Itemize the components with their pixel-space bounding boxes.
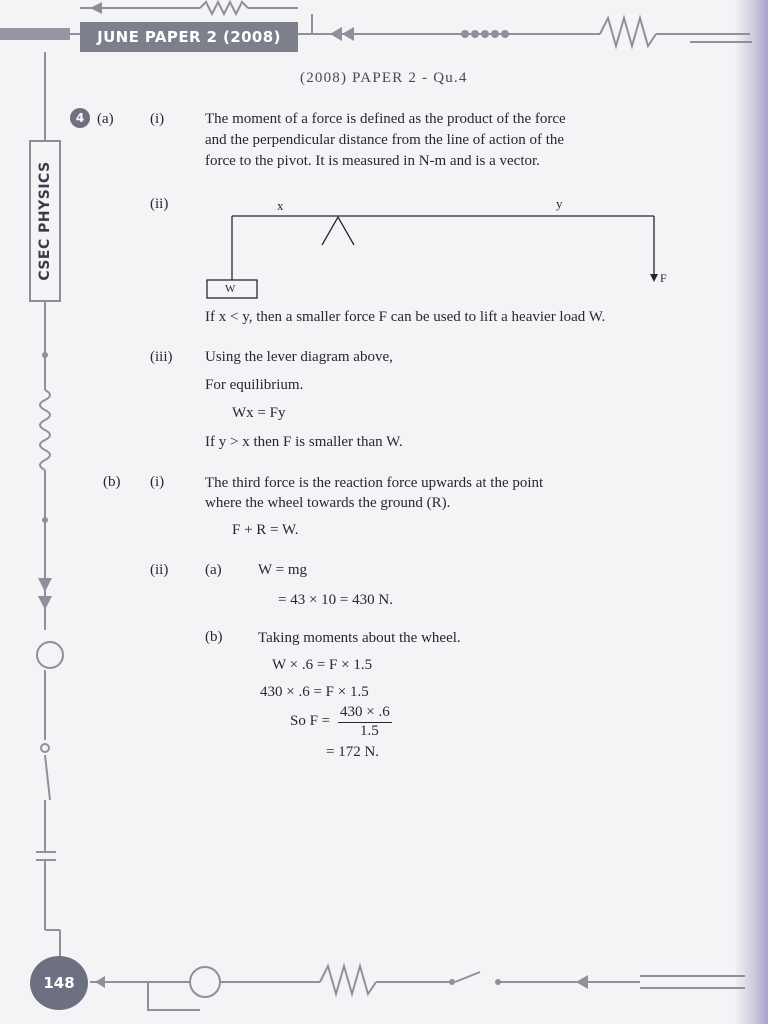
part-a-iii-line1: Using the lever diagram above,	[205, 349, 393, 365]
so-f-prefix: So F =	[290, 713, 331, 729]
side-subject-text: CSEC PHYSICS	[37, 161, 53, 281]
part-a-i-line1: The moment of a force is defined as the product of the force	[205, 111, 566, 127]
part-b-i-equation: F + R = W.	[232, 522, 299, 538]
part-b-ii-label: (ii)	[150, 562, 169, 578]
part-a-iii-line4: If y > x then F is smaller than W.	[205, 434, 403, 450]
part-a-ii-label: (ii)	[150, 196, 169, 212]
page-number: 148	[43, 974, 75, 992]
part-a-iii-label: (iii)	[150, 349, 173, 365]
part-a-iii-line2: For equilibrium.	[205, 377, 304, 393]
question-number-badge: 4	[70, 108, 90, 128]
part-b-i-line2: where the wheel towards the ground (R).	[205, 495, 451, 511]
chapter-header-tab	[80, 22, 298, 52]
part-a-i-line2: and the perpendicular distance from the line of action of the	[205, 132, 565, 148]
part-b-ii-b-line2: W × .6 = F × 1.5	[272, 657, 373, 673]
diagram-y-label: y	[556, 196, 563, 211]
part-a-iii-equation: Wx = Fy	[232, 405, 286, 421]
side-subject-label	[29, 140, 61, 302]
question-title: (2008) PAPER 2 - Qu.4	[300, 70, 468, 86]
part-b-ii-b-line1: Taking moments about the wheel.	[258, 630, 461, 646]
fraction-numerator: 430 × .6	[338, 702, 392, 723]
diagram-x-label: x	[277, 198, 284, 213]
part-a-label: (a)	[97, 111, 114, 127]
part-a-i-label: (i)	[150, 111, 165, 127]
part-b-i-line1: The third force is the reaction force upwards at the point	[205, 475, 544, 491]
diagram-load-label: W	[225, 283, 236, 295]
part-b-label: (b)	[103, 474, 121, 490]
chapter-header-title: JUNE PAPER 2 (2008)	[97, 28, 281, 46]
part-b-ii-a-line1: W = mg	[258, 562, 308, 578]
page-number-badge	[30, 956, 88, 1010]
fraction-denominator: 1.5	[360, 723, 379, 739]
part-b-ii-a-line2: = 43 × 10 = 430 N.	[278, 592, 393, 608]
lever-caption: If x < y, then a smaller force F can be used to lift a heavier load W.	[205, 309, 606, 325]
diagram-force-label: F	[660, 271, 667, 285]
part-b-ii-b-line3: 430 × .6 = F × 1.5	[260, 684, 369, 700]
part-b-ii-a-label: (a)	[205, 562, 222, 578]
part-b-ii-b-result: = 172 N.	[326, 744, 380, 760]
part-a-i-line3: force to the pivot. It is measured in N-m and is a vector.	[205, 153, 540, 169]
part-b-ii-b-label: (b)	[205, 629, 223, 645]
part-b-i-label: (i)	[150, 474, 165, 490]
